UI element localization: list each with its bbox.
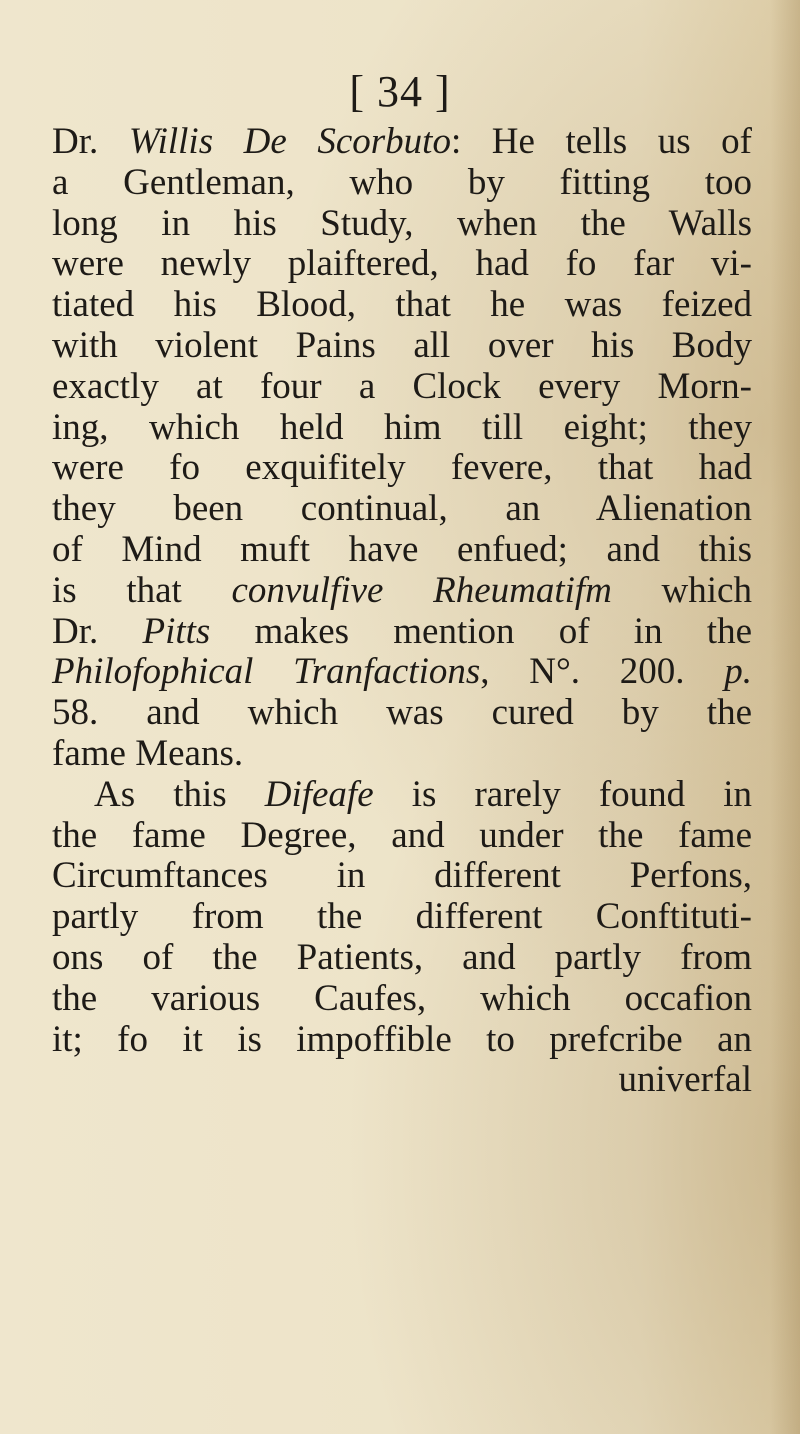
body-text (52, 122, 752, 1101)
text-line (52, 734, 752, 775)
text-run: with violent Pains all over his Body (52, 324, 752, 366)
text-run: is that (52, 569, 232, 611)
text-line (52, 285, 752, 326)
text-run: is rarely found in (373, 773, 752, 815)
text-line (52, 612, 752, 653)
italic-run: Philofophical Tranfactions (52, 651, 481, 693)
text-line (52, 163, 752, 204)
text-line (52, 367, 752, 408)
text-run: a Gentleman, who by fitting too (52, 161, 752, 203)
text-line (52, 1020, 752, 1061)
text-run: univerfal (618, 1059, 752, 1101)
text-run: , N°. 200. (480, 651, 725, 693)
text-run: 58. and which was cured by the (52, 692, 752, 734)
text-run: it; fo it is impoffible to prefcribe an (52, 1018, 752, 1060)
text-run: ons of the Patients, and partly from (52, 936, 752, 978)
text-run: exactly at four a Clock every Morn- (52, 365, 752, 407)
text-line (52, 816, 752, 857)
text-line (52, 326, 752, 367)
text-line (52, 897, 752, 938)
text-run: Dr. (52, 610, 143, 652)
italic-run: Willis De Scorbuto (128, 121, 451, 162)
text-run: which (611, 569, 752, 611)
text-run: Circumftances in different Perfons, (52, 855, 752, 897)
text-line (52, 244, 752, 285)
text-line (52, 979, 752, 1020)
text-line (52, 775, 752, 816)
text-run: fame Means. (52, 732, 244, 774)
text-run: : He tells us of (450, 121, 752, 162)
text-line (52, 938, 752, 979)
italic-run: convulfive Rheumatifm (231, 569, 612, 611)
text-line (52, 693, 752, 734)
page-header: [ 34 ] (349, 67, 451, 116)
italic-run: Difeafe (264, 773, 374, 815)
text-line (52, 571, 752, 612)
text-run: As this (94, 773, 265, 815)
text-line (52, 856, 752, 897)
text-run: were fo exquifitely fevere, that had (52, 447, 752, 489)
italic-run: Pitts (142, 610, 211, 652)
text-line (52, 530, 752, 571)
text-line (52, 408, 752, 449)
text-run: tiated his Blood, that he was feized (52, 284, 752, 326)
italic-run: p. (724, 651, 752, 693)
text-run: ing, which held him till eight; they (52, 406, 752, 448)
text-line (52, 448, 752, 489)
text-line (52, 122, 752, 163)
text-line (52, 652, 752, 693)
text-line (52, 204, 752, 245)
text-run: of Mind muft have enfued; and this (52, 528, 752, 570)
text-run: partly from the different Conftituti- (52, 896, 752, 938)
text-line (52, 489, 752, 530)
page-edge-shadow (770, 0, 800, 1434)
text-line (52, 1060, 752, 1101)
text-run: makes mention of in the (210, 610, 752, 652)
text-run: long in his Study, when the Walls (52, 202, 752, 244)
text-run: the various Caufes, which occafion (52, 977, 752, 1019)
text-run: Dr. (52, 121, 129, 162)
text-run: they been continual, an Alienation (52, 488, 752, 530)
text-run: the fame Degree, and under the fame (52, 814, 752, 856)
text-run: were newly plaiftered, had fo far vi- (52, 243, 752, 285)
